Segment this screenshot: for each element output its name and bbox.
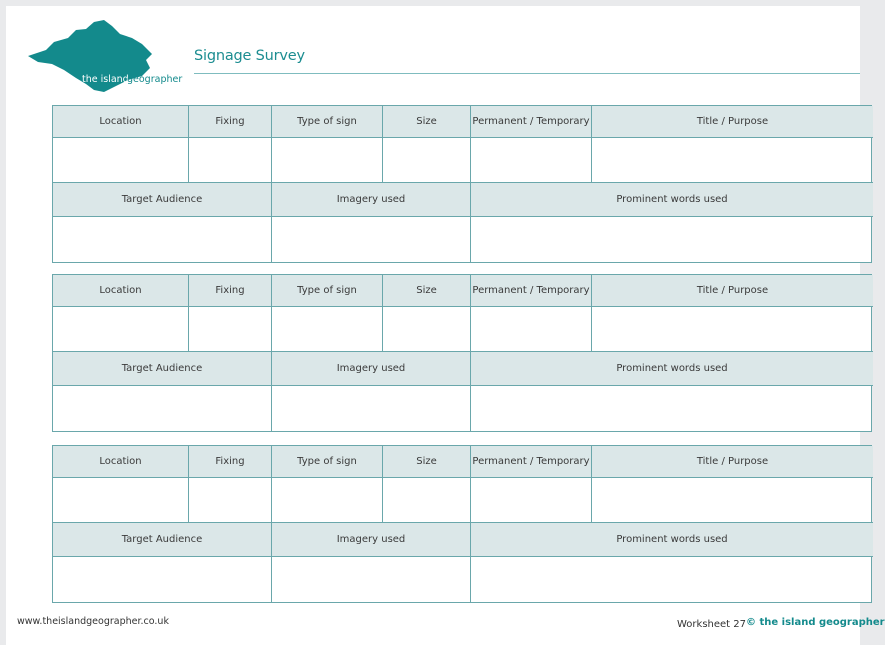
entry-title-purpose[interactable] [592,138,873,183]
entry-target-audience[interactable] [53,557,272,603]
entry-imagery-used[interactable] [272,386,471,432]
header-imagery-used: Imagery used [272,523,471,557]
entry-fixing[interactable] [189,478,272,523]
header-permanent-temporary: Permanent / Temporary [471,106,592,138]
entry-target-audience[interactable] [53,386,272,432]
title-rule [194,73,860,74]
header-target-audience: Target Audience [53,183,272,217]
header-location: Location [53,446,189,478]
worksheet-page [6,6,885,645]
header-prominent-words-used: Prominent words used [471,523,873,557]
header-permanent-temporary: Permanent / Temporary [471,275,592,307]
header-title-purpose: Title / Purpose [592,106,873,138]
entry-type-of-sign[interactable] [272,138,383,183]
header-type-of-sign: Type of sign [272,446,383,478]
page-title: Signage Survey [194,48,305,64]
entry-prominent-words-used[interactable] [471,386,873,432]
survey-block-2 [52,274,872,432]
entry-location[interactable] [53,138,189,183]
island-geographer-logo [24,20,184,100]
header-prominent-words-used: Prominent words used [471,352,873,386]
entry-target-audience[interactable] [53,217,272,263]
footer-website-url: www.theislandgeographer.co.uk [17,616,169,627]
footer-copyright: © the island geographer [746,617,885,628]
survey-block-1 [52,105,872,263]
header-title-purpose: Title / Purpose [592,275,873,307]
header-size: Size [383,275,471,307]
island-shape-icon [24,20,184,100]
survey-block-3 [52,445,872,603]
header-permanent-temporary: Permanent / Temporary [471,446,592,478]
entry-fixing[interactable] [189,138,272,183]
header-imagery-used: Imagery used [272,352,471,386]
header-location: Location [53,275,189,307]
logo-text-geographer: geographer [127,74,183,85]
header-title-purpose: Title / Purpose [592,446,873,478]
entry-imagery-used[interactable] [272,217,471,263]
entry-permanent-temporary[interactable] [471,307,592,352]
logo-text-the-island: the island [82,74,129,85]
entry-type-of-sign[interactable] [272,307,383,352]
entry-imagery-used[interactable] [272,557,471,603]
entry-fixing[interactable] [189,307,272,352]
header-target-audience: Target Audience [53,352,272,386]
entry-size[interactable] [383,478,471,523]
entry-size[interactable] [383,307,471,352]
entry-permanent-temporary[interactable] [471,138,592,183]
header-imagery-used: Imagery used [272,183,471,217]
header-type-of-sign: Type of sign [272,106,383,138]
entry-type-of-sign[interactable] [272,478,383,523]
footer-worksheet-number: Worksheet 27 [677,619,746,630]
header-fixing: Fixing [189,275,272,307]
entry-size[interactable] [383,138,471,183]
entry-prominent-words-used[interactable] [471,557,873,603]
entry-prominent-words-used[interactable] [471,217,873,263]
header-fixing: Fixing [189,446,272,478]
entry-permanent-temporary[interactable] [471,478,592,523]
header-location: Location [53,106,189,138]
header-target-audience: Target Audience [53,523,272,557]
header-prominent-words-used: Prominent words used [471,183,873,217]
header-size: Size [383,446,471,478]
header-type-of-sign: Type of sign [272,275,383,307]
entry-title-purpose[interactable] [592,307,873,352]
header-fixing: Fixing [189,106,272,138]
entry-location[interactable] [53,478,189,523]
header-size: Size [383,106,471,138]
entry-location[interactable] [53,307,189,352]
entry-title-purpose[interactable] [592,478,873,523]
